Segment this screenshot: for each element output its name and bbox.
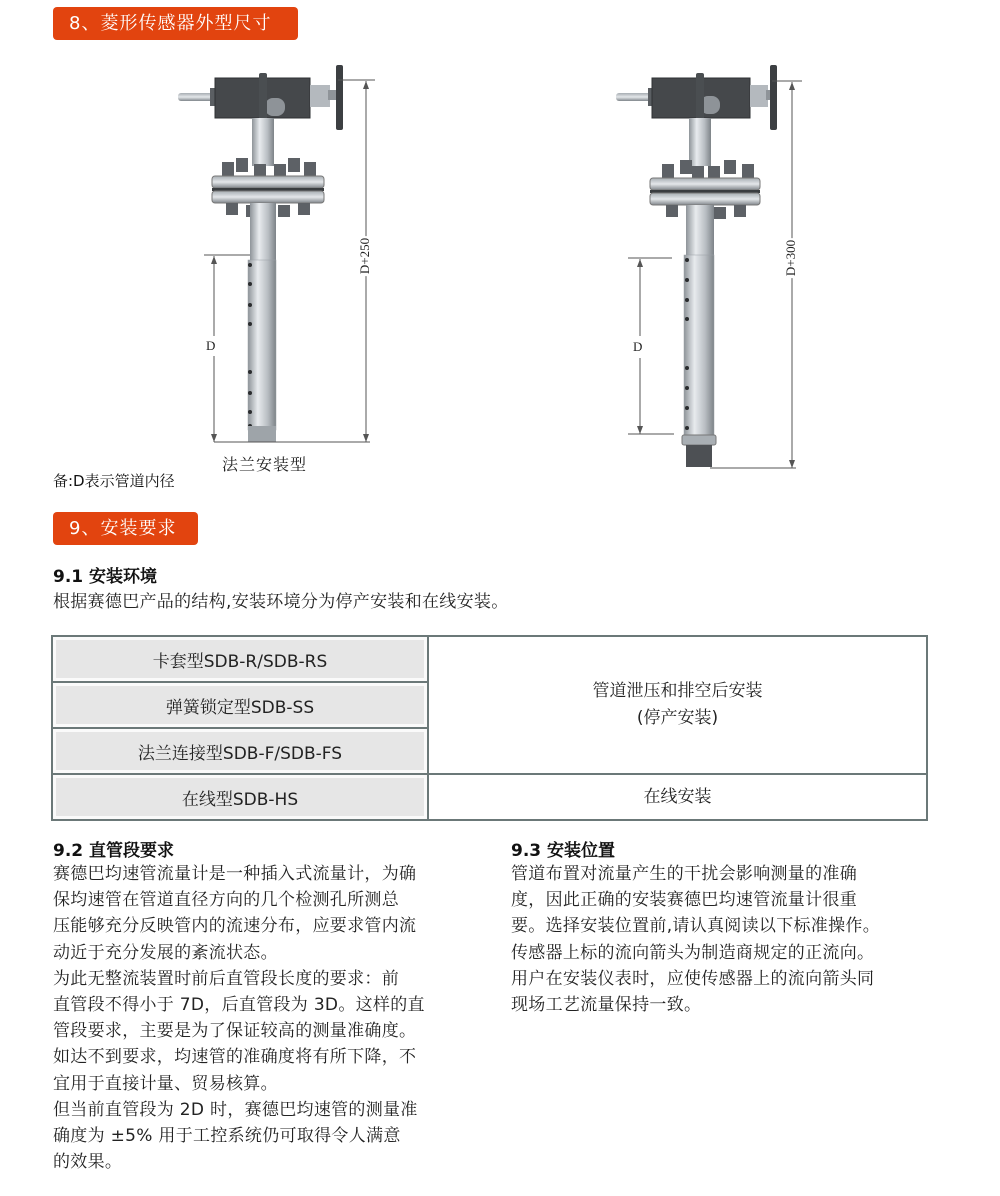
section-8-badge: 8、菱形传感器外型尺寸 (53, 7, 298, 40)
table-cell-type: 法兰连接型SDB-F/SDB-FS (52, 728, 428, 774)
table-row (52, 636, 927, 682)
table-cell-type: 卡套型SDB-R/SDB-RS (52, 636, 428, 682)
heading-9-3: 9.3 安装位置 (511, 841, 616, 861)
text-line: 传感器上标的流向箭头为制造商规定的正流向。 (511, 942, 875, 963)
method-line-1: 管道泄压和排空后安装 (592, 681, 763, 701)
text-line: 度，因此正确的安装赛德巴均速管流量计很重 (511, 890, 857, 911)
text-line: 为此无整流装置时前后直管段长度的要求：前 (53, 968, 399, 989)
text-line: 要。选择安装位置前,请认真阅读以下标准操作。 (511, 916, 881, 937)
table-row (52, 774, 927, 820)
text-line: 如达不到要求，均速管的准确度将有所下降，不 (53, 1047, 417, 1068)
dimension-note: 备:D表示管道内径 (53, 472, 175, 490)
text-line: 保均速管在管道直径方向的几个检测孔所测总 (53, 890, 399, 911)
text-line: 现场工艺流量保持一致。 (511, 995, 702, 1016)
dim-label-d: D (206, 336, 215, 356)
table-cell-method-online: 在线安装 (428, 774, 927, 820)
method-line-2: (停产安装) (636, 708, 719, 728)
paragraph-9-2 (53, 861, 493, 1175)
text-line: 管段要求，主要是为了保证较高的测量准确度。 (53, 1021, 417, 1042)
section-9-badge: 9、安装要求 (53, 512, 198, 545)
text-line: 赛德巴均速管流量计是一种插入式流量计，为确 (53, 864, 417, 884)
table-cell-type: 弹簧锁定型SDB-SS (52, 682, 428, 728)
table-cell-type: 在线型SDB-HS (52, 774, 428, 820)
heading-9-1: 9.1 安装环境 (53, 567, 158, 587)
heading-9-2: 9.2 直管段要求 (53, 841, 175, 861)
text-line: 确度为 ±5% 用于工控系统仍可取得令人满意 (53, 1126, 401, 1147)
dim-label-total: D+250 (357, 237, 373, 275)
text-line: 压能够充分反映管内的流速分布，应要求管内流 (53, 916, 417, 937)
text-line: 管道布置对流量产生的干扰会影响测量的准确 (511, 864, 857, 884)
paragraph-9-1: 根据赛德巴产品的结构,安装环境分为停产安装和在线安装。 (53, 592, 509, 612)
dim-label-total: D+300 (783, 239, 799, 277)
text-line: 宜用于直接计量、贸易核算。 (53, 1073, 278, 1094)
sensor-figure-2 (610, 60, 830, 480)
text-line: 用户在安装仪表时，应使传感器上的流向箭头同 (511, 968, 875, 989)
sensor-figure-flange (170, 60, 390, 480)
text-line: 但当前直管段为 2D 时，赛德巴均速管的测量准 (53, 1099, 418, 1120)
install-environment-table (51, 635, 928, 821)
text-line: 的效果。 (53, 1152, 123, 1173)
paragraph-9-3 (511, 861, 951, 1018)
dim-label-d: D (633, 336, 642, 358)
figure-caption-flange: 法兰安装型 (222, 457, 308, 474)
text-line: 直管段不得小于 7D，后直管段为 3D。这样的直 (53, 995, 425, 1016)
table-cell-method-shutdown (428, 636, 927, 774)
text-line: 动近于充分发展的紊流状态。 (53, 942, 278, 963)
